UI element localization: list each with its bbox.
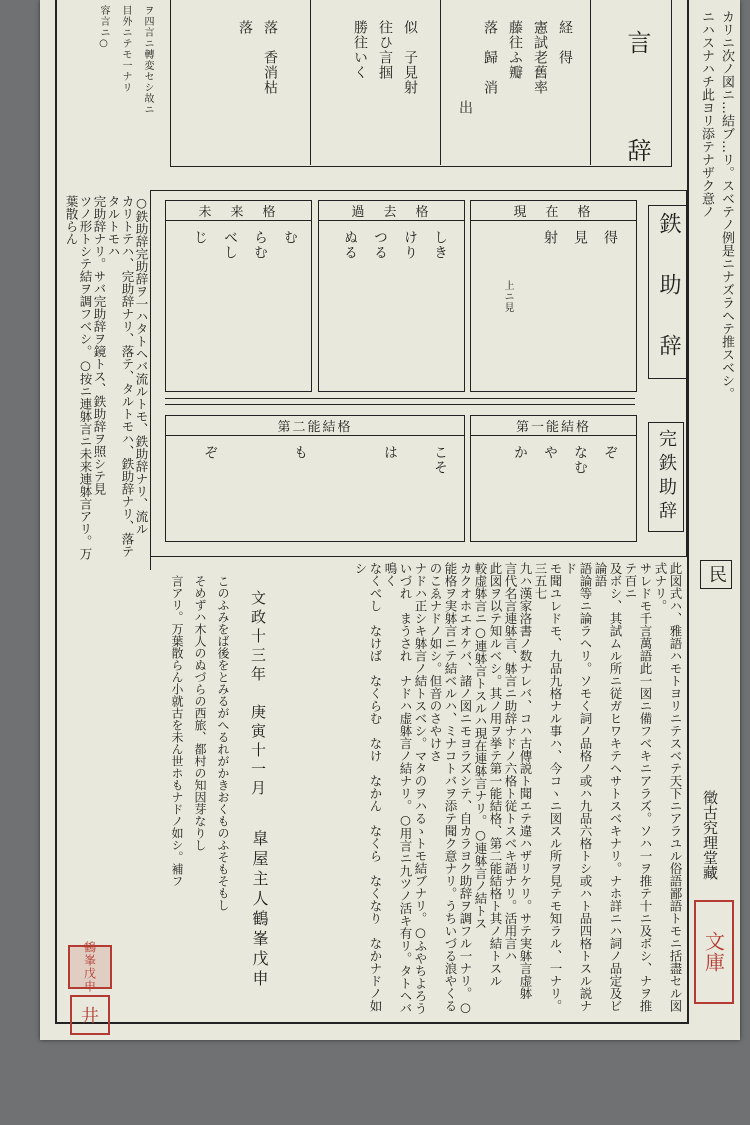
grid-cell: や [542,445,558,460]
intro-column: いづれ まうされ ナドハ虚躰言ノ結ナリ。○用言ニ九ツノ活キ有リ。タトヘバ鳴く [383,562,413,1015]
postscript-line: そめずハ木人のぬづらの西旅、都村の知因芽なりし [193,575,207,851]
grid-cell: らむ [252,230,268,260]
text-column: 往ひ言掴 [377,20,393,80]
intro-column: ナドハ正シキ躰言ノ結トスベシ。マタのヲハるゝトモ結ブナリ。○ふやちよろう [413,562,428,1015]
side-note-second: カリニ次ノ図ニ…結ブ…リ。スベテノ例是ニナズラヘテ推スベシ。 [719,10,734,400]
text-column: 出 [457,100,473,115]
grid-box-first-conclusive [470,415,637,542]
divider [165,398,635,399]
postscript-line: 言アリ。万葉散らん小就古を未ん世ホもナドノ如シ。補フ [170,575,184,887]
small-seal: 井 [70,995,110,1035]
text-column: 似 子見射 [402,20,418,95]
intro-column: 語論等ニ論ラヘリ。ソモく詞ノ品格ノ或ハ九品六格トシ或ハト品四格トスル説ナド [563,562,593,1012]
text-column: カリトテハ、完助辞ナリ、落テ、タルトモハ、鉄助辞ナリ、落テタルトモハ [106,195,135,558]
text-column: 目外ニテモ一ナリ [120,5,131,93]
author-line: 皐屋主人鶴峯戊申 [250,830,269,990]
grid-cell: けり [402,230,418,260]
grid-cell: ぞ [602,445,618,460]
text-column: ヲ四言ニ轉変セシ故ニ [142,5,153,115]
divider [310,0,311,165]
divider [440,0,441,165]
divider [590,0,591,165]
grid-box-future [165,200,312,392]
text-column: 容言ニ○ [98,5,109,50]
seal-text: 鶴峯戊申 [82,941,97,993]
grid-cell: か [512,445,528,460]
left-notes [52,195,148,560]
text-column: ○鉄助辞完助辞ヲ一ハタトヘバ流ルトモ、鉄助辞ナリ、流ル [134,195,149,535]
grid-cell: む [282,230,298,245]
grid-box-second-conclusive [165,415,465,542]
grid-cell: は [382,445,398,460]
grid-box-title: 現 在 格 [471,201,636,221]
grid-box-title: 過 去 格 [319,201,464,221]
text-column: 勝往いく [352,20,368,80]
postscript-line: このふみをば後をとみるがへるれがかきおくものふそもそもし [216,575,230,911]
grid-box-present [470,200,637,392]
grid-box-title: 第二能結格 [166,416,464,436]
grid-cell: つる [372,230,388,260]
grid-cell: 上ニ見 [502,280,513,313]
grid-cell: 得 [602,230,618,245]
text-column: 完助辞ナリ。サバ完助辞ヲ鏡トス、鉄助辞ヲ照シテ見 [92,195,107,495]
grid-box-past [318,200,465,392]
text-column: 経 得 [557,20,573,65]
collection-label: 徵古究理堂藏 [701,790,719,880]
grid-cell: べし [222,230,238,260]
text-column: 憲試老舊率 [532,20,548,95]
intro-column: 此図式ハ、雅語ハモトヨリニテスベテ天下ニアラユル俗語鄙語トモニ括盡セル図式ナリ。 [653,562,683,1012]
heading-lower: 完鉄助辞 [648,422,684,532]
text-column: 落 歸 消 [482,20,498,95]
heading-bottom: 民 [700,560,732,589]
grid-cell: も [292,445,308,460]
author-seal [68,941,112,993]
intro-column: のこゑナドノ如シ。但音のさやけさ [428,562,443,762]
grid-cell: 見 [572,230,588,245]
grid-box-title: 未 来 格 [166,201,311,221]
grid-cell: こそ [432,445,448,475]
grid-cell: ぬる [342,230,358,260]
grid-cell: なむ [572,445,588,475]
intro-column: モ聞ユレドモ、九品九格ナル事ハ、今コヽニ図スル所ヲ見テモ知ラル、一ナリ。三五七 [533,562,563,1012]
divider [150,190,151,570]
library-seal: 文庫 [694,900,734,1004]
intro-column: 及ボシ、其試ムル所ニ従ガヒワキテヘサトスベキナリ。ナホ詳ニハ詞ノ品定及ビ論語 [593,562,623,1012]
intro-column: 較虚躰言ニ○連躰言トスルハ現在連躰言ナリ。○連躰言ノ結トス [473,562,488,930]
text-column: ツノ形トシテ結ヲ調フベシ。○按ニ連躰言ニ未来連躰言アリ。万葉散らん [64,195,93,560]
heading-top: 言 辞 [623,30,651,192]
text-column: 落 [237,20,253,35]
grid-cell: 射 [542,230,558,245]
grid-cell: しき [432,230,448,260]
grid-cell: ぞ [202,445,218,460]
intro-column: 九ハ漢家洛書ノ数ナレバ、コハ古傳説ト聞エテ違ハザリケリ。サテ実躰言虚躰 [518,562,533,1000]
date-line: 文政十三年 庚寅十一月 [249,590,267,799]
text-column: 落 香消枯 [262,20,278,95]
divider [165,404,635,405]
grid-box-title: 第一能結格 [471,416,636,436]
grid-cell: じ [192,230,208,245]
intro-column: サレドモ千言萬語此一図ニ備フベキニアラズ。ソハ一ヲ推テ十ニ及ボシ、ナヲ推テ百ニ [623,562,653,1012]
intro-column: なくべし なけば なくらむ なけ なかん なくら なくなり なかナドノ如シ [353,562,383,1012]
side-note-top: ニハスナハチ此ヨリ添テナザク意ノ [699,10,714,218]
intro-column: 言代名言連躰言、躰言ニ助辞ナドノ六格ト従トスベキ語ナリ。活用言ハ [503,562,518,962]
intro-column: カクオホエオケバ、諸ノ図ニモヨラズシテ、自カラヨク助辞ヲ調フル一ナリ。○ [458,562,473,1015]
text-column: 藤往ふ瓣 [507,20,523,80]
intro-text [268,562,683,1017]
intro-column: 此図ヲ以テ知ルベシ。其ノ用ヲ挙テ第一能結格、第二能結格ト其ノ結トスル [488,562,503,987]
heading-middle: 鉄 助 辞 [648,205,689,379]
intro-column: 能格ヲ実躰言ニテ結ベルハ、ミナコトバヲ添テ聞ク意ナリ。うちいづる浪やくる [443,562,458,1012]
